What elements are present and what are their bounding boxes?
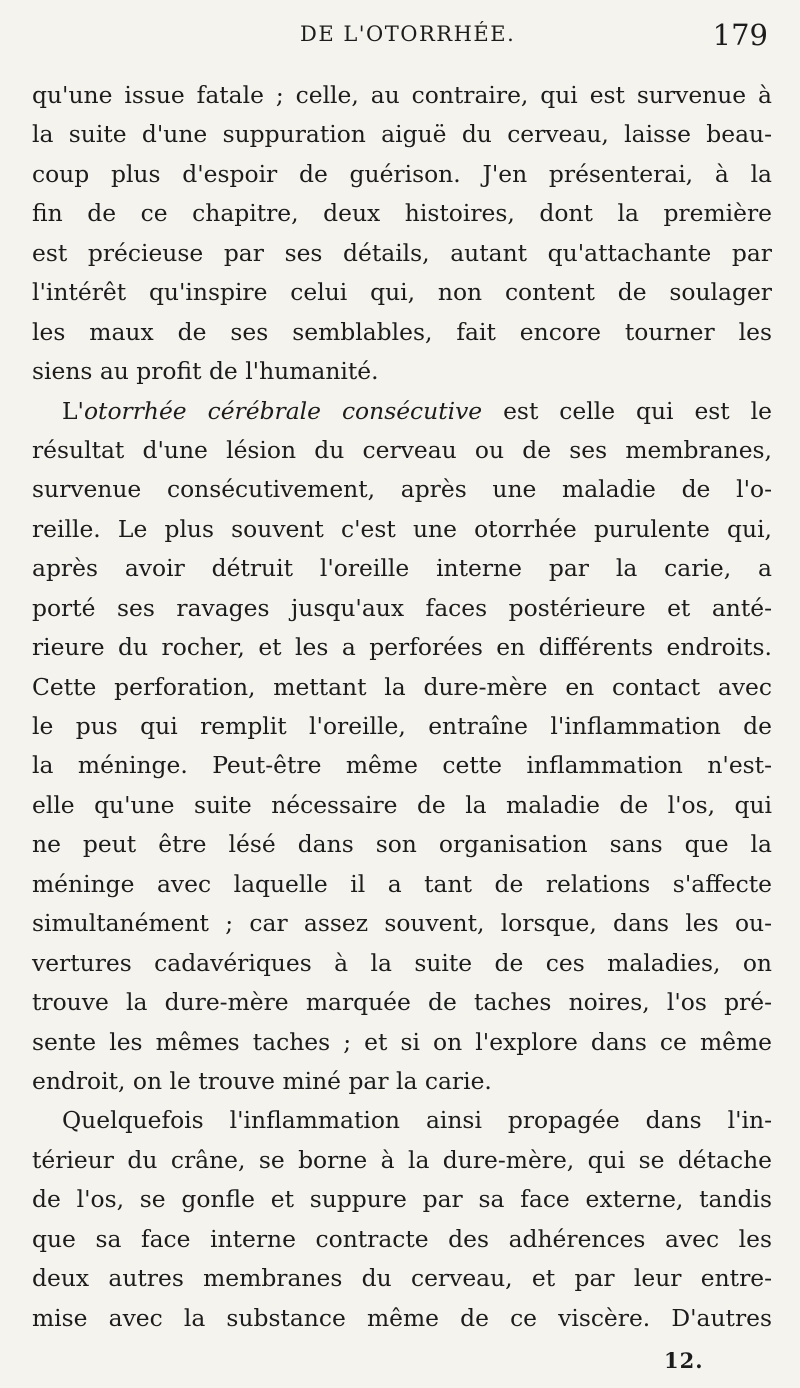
text-line: la suite d'une suppuration aiguë du cerveau, laisse beau-: [32, 120, 772, 149]
text-line: vertures cadavériques à la suite de ces maladies, on: [32, 948, 772, 977]
text-line: la méninge. Peut-être même cette inflammation n'est-: [32, 751, 772, 780]
text-line: rieure du rocher, et les a perforées en différents endroits.: [32, 633, 772, 662]
lead-rest-text: est celle qui est le: [482, 396, 772, 425]
page-number: 179: [712, 18, 768, 52]
text-line: méninge avec laquelle il a tant de relations s'affecte: [32, 869, 772, 898]
text-line: simultanément ; car assez souvent, lorsque, dans les ou-: [32, 909, 772, 938]
text-line: ne peut être lésé dans son organisation sans que la: [32, 830, 772, 859]
lead-italic-term: otorrhée cérébrale consécutive: [83, 396, 483, 425]
text-line: coup plus d'espoir de guérison. J'en présenterai, à la: [32, 159, 772, 188]
text-line: reille. Le plus souvent c'est une otorrhée purulente qui,: [32, 514, 772, 543]
text-line: le pus qui remplit l'oreille, entraîne l'inflammation de: [32, 712, 772, 740]
text-line: endroit, on le trouve miné par la carie.: [32, 1066, 492, 1095]
text-line: Cette perforation, mettant la dure-mère en contact avec: [32, 672, 772, 701]
text-line: siens au profit de l'humanité.: [32, 357, 379, 386]
text-line: trouve la dure-mère marquée de taches noires, l'os pré-: [32, 988, 772, 1017]
text-line: que sa face interne contracte des adhérences avec les: [32, 1224, 772, 1253]
text-line: sente les mêmes taches ; et si on l'explore dans ce même: [32, 1027, 772, 1056]
text-line: deux autres membranes du cerveau, et par leur entre-: [32, 1264, 772, 1293]
text-line: survenue consécutivement, après une maladie de l'o-: [32, 475, 772, 504]
lead-text: L': [62, 396, 84, 425]
text-line: térieur du crâne, se borne à la dure-mère, qui se détache: [32, 1145, 772, 1174]
text-line: résultat d'une lésion du cerveau ou de ses membranes,: [32, 435, 772, 464]
text-line: l'intérêt qu'inspire celui qui, non content de soulager: [32, 278, 772, 307]
text-line: est précieuse par ses détails, autant qu'attachante par: [32, 238, 772, 267]
printer-signature-mark: 12.: [664, 1348, 704, 1373]
text-line: fin de ce chapitre, deux histoires, dont la première: [32, 199, 772, 228]
page-header: [0, 14, 800, 58]
text-line: de l'os, se gonfle et suppure par sa face externe, tandis: [32, 1185, 772, 1214]
paragraph-lead-line: [32, 392, 772, 431]
body-text: [32, 76, 772, 1338]
running-head: DE L'OTORRHÉE.: [300, 22, 516, 46]
text-line: porté ses ravages jusqu'aux faces postérieure et anté-: [32, 593, 772, 622]
text-line: les maux de ses semblables, fait encore tourner les: [32, 317, 772, 346]
text-line: elle qu'une suite nécessaire de la maladie de l'os, qui: [32, 790, 772, 819]
text-line: qu'une issue fatale ; celle, au contraire, qui est survenue à: [32, 81, 772, 109]
text-line: après avoir détruit l'oreille interne par la carie, a: [32, 554, 772, 583]
text-line: mise avec la substance même de ce viscère. D'autres: [32, 1303, 772, 1332]
text-line: Quelquefois l'inflammation ainsi propagée dans l'in-: [62, 1106, 772, 1135]
